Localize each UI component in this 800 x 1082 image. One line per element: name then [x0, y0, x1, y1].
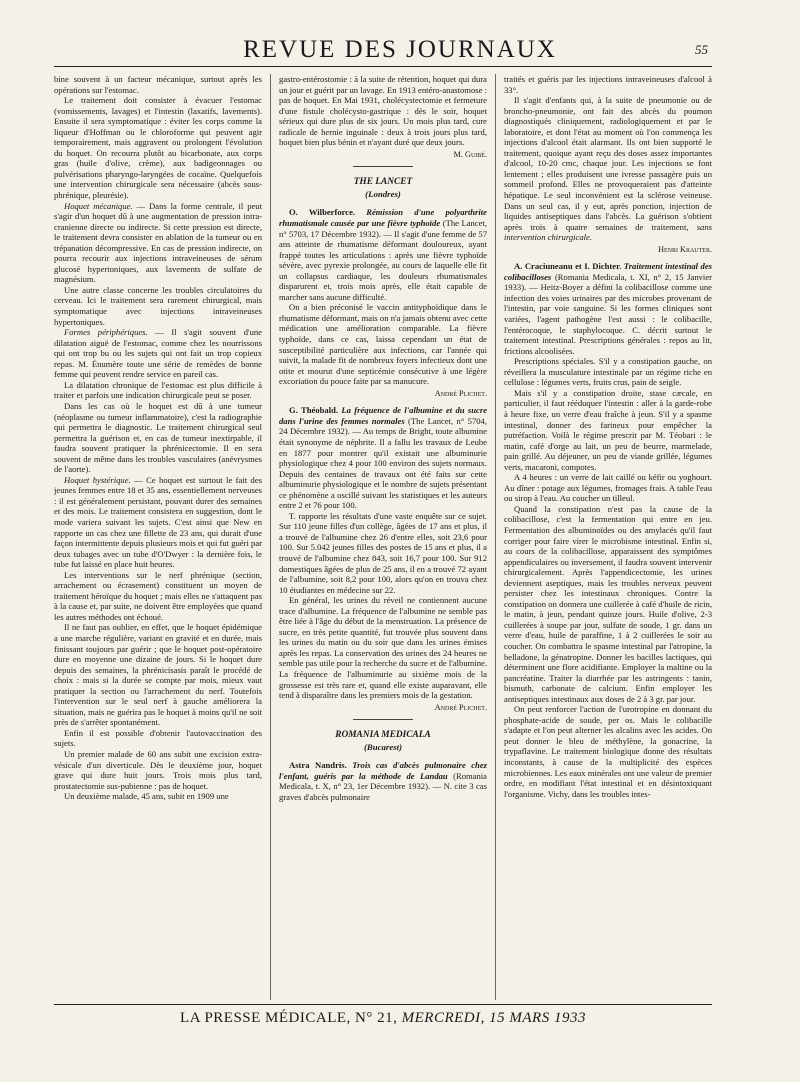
paragraph-text: — Ce hoquet est surtout le fait des jeunes femmes entre 18 et 35 ans, essentiellement nerveuses : il est généralement persistant, pouvant durer des semaines et des mois. Le traitement consistera en suggestion, dont le mode variera suivant les sujets. C'est ainsi que New en rapporte un cas chez une fillette de 23 ans, qui durait d'une façon intermittente depuis plusieurs mois et qui fut guéri par deux tubages avec un tube d'O'Dwyer : la dernière fois, le tube fut laissé en place huit heures. [54, 474, 262, 570]
paragraph-text: — Dans la forme centrale, il peut s'agir d'un hoquet dû à une augmentation de pression intra-cranienne directe ou indirecte. Si cette pression est directe, le traitement devra consister en ablation de la tumeur ou en trépanation décompressive. En cas de pression indirecte, on pourra recourir aux injections intraveineuses de sérum glucosé hypertoniques, aux lavements de sulfate de magnésium. [54, 200, 262, 285]
paragraph [504, 95, 712, 243]
author-signature: André Plichet. [434, 702, 487, 712]
paragraph: traités et guéris par les injections intraveineuses d'alcool à 33°. [504, 74, 712, 95]
paragraph: Quand la constipation n'est pas la cause de la colibacillose, c'est la fermentation qui entre en jeu. Fermentation des albuminoïdes ou des amylacés qu'il faut corriger pour faire virer le microbisme intestinal. Enfin si, au cours de la colibacillose, apparaissent des symptômes appendiculaires ou inversement, il faudra souvent intervenir chirurgicalement. Après l'appendicectomie, les urines deviennent aseptiques, mais les troubles nerveux peuvent persister chez les intestinaux chroniques. Contre la constipation on donnera une cuillerée à café d'huile de ricin, le matin, à jeun, pendant quinze jours. Huile d'olive, 2-3 cuillerées à soupe par jour, sulfate de soude, 1 gr. dans un verre d'eau, huile de paraffine, 1 à 2 cuillerées le soir au coucher. On combattra le spasme intestinal par l'atropine, la belladone, la génatropine. Donner les bacilles lactiques, qui déterminent une flore acidifiante. Employer la maltine ou la pancréatine. Traiter la diarrhée par les astringents : tanin, bismuth, carbonate de calcium. Enfin employer les antiseptiques intestinaux aux doses de 2 à 3 gr. par jour. [504, 503, 712, 704]
article-text: (The Lancet, n° 5704, 24 Décembre 1932). — Au temps de Bright, toute albumine était synonyme de néphrite. Il a fallu les travaux de Leube en 1877 pour montrer qu'il existait une albuminurie physiologique chez 4 pour 100 environ des sujets normaux. Depuis des centaines de travaux ont été faits sur cette albuminurie physiologique et le nombre de sujets présentant ce phénomène a oscillé suivant les statistiques et les auteurs entre 2 et 76 pour 100. [279, 415, 487, 511]
paragraph: Un premier malade de 60 ans subit une excision extra-vésicale d'un diverticule. Dès le deuxième jour, hoquet grave qui dure huit jours. Trois mois plus tard, prostatectomie sus-pubienne : pas de hoquet. [54, 749, 262, 791]
paragraph-text: Il s'agit d'enfants qui, à la suite de pneumonie ou de broncho-pneumonie, ont fait des abcès du poumon diagnostiqués cliniquement, radiologiquement et par le laboratoire, et dont l'état au moment où l'on commença les injections d'alcool était alarmant. Ils ont bien supporté le traitement, quoique ayant reçu des doses assez importantes d'alcool, 10-20 cmc, chaque jour. Les injections se font lentement ; elles produisent une ivresse passagère puis un sommeil profond. Elles ne provoqueraient pas d'atteinte hépatique. Le seul inconvénient est la sclérose veineuse. Dans un seul cas, il y eut, après ponction, injection de liquides antiseptiques dans l'abcès. La guérison s'obtient après trois à quatre semaines de traitement, [504, 95, 712, 232]
paragraph [54, 475, 262, 570]
page-number: 55 [695, 42, 708, 57]
columns [54, 74, 712, 1000]
section-lead: Hoquet mécanique. [64, 200, 133, 211]
article-title: Trois cas d'abcès pulmonaire chez l'enfant, guéris par la méthode de Landau [279, 760, 487, 781]
paragraph: La dilatation chronique de l'estomac est plus difficile à traiter et parfois une indication chirurgicale peut se poser. [54, 379, 262, 401]
article-title: Rémission d'une polyarthrite rhumatismale causée par une fièvre typhoïde [279, 207, 487, 229]
footer-date: MERCREDI, 15 MARS 1933 [401, 1010, 586, 1026]
header-rule [54, 66, 712, 67]
paragraph: Le traitement doit consister à évacuer l'estomac (vomissements, lavages) et l'intestin (laxatifs, lavements). Ensuite il sera symptomatique : éviter les corps comme la liqueur d'Hoffman ou le chloroforme qui peuvent agir temporairement, mais aggravent ou prolongent l'évolution du hoquet. On recourra plutôt au bicarbonate, aux corps gras (huile d'olive, crème), aux badigeonnages ou pulvérisations pharyngo-laryngées de cocaïne. Quelquefois une intervention chirurgicale sera nécessaire (abcès sous-phrénique, pleurésie). [54, 95, 262, 201]
footer-journal: LA PRESSE MÉDICALE, N° 21, [180, 1010, 398, 1026]
section-divider [353, 719, 413, 720]
article-author: O. Wilberforce. [289, 207, 356, 218]
section-lead: Formes périphériques. [64, 327, 148, 338]
section-divider [353, 166, 413, 167]
paragraph-emphasis: sans intervention chirurgicale. [504, 221, 712, 243]
author-signature: Henri Krauter. [658, 244, 712, 254]
journal-city: (Bucarest) [363, 741, 403, 752]
paragraph [54, 201, 262, 285]
column-divider [270, 74, 271, 1000]
footer-rule [54, 1004, 712, 1005]
column-3 [504, 74, 712, 1000]
paragraph: On a bien préconisé le vaccin antityphoïdique dans le rhumatisme déformant, mais on n'a jamais obtenu avec cette médication une amélioration comparable. La fièvre typhoïde, dans ce cas, laissa cependant un état de susceptibilité particulière aux infections, car l'année qui suivit, la malade fit de nombreux foyers infectieux dont une otite et mourut d'une septicémie consécutive à une légère excoriation du pouce faite par sa manucure. [279, 302, 487, 387]
article-title: La fréquence de l'albumine et du sucre dans l'urine des femmes normales [279, 405, 487, 426]
article-text: (Romania Medicala, t. XI, n° 2, 15 Janvier 1933). — Heitz-Boyer a défini la colibacillose comme une infection des voies urinaires par des microbes provenant de l'intestin, par voie sanguine. Si les formes cliniques sont variées, l'agent pathogène l'est aussi : le colibacille, l'entérocoque, le staphylocoque. C. décrit surtout le traitement intestinal. Prescriptions générales : repos au lit, frictions alcoolisées. [504, 271, 712, 356]
journal-city: (Londres) [365, 188, 401, 199]
author-signature: M. Guibé. [453, 149, 487, 159]
article-author: A. Craciuneanu et I. Dichter. [514, 261, 622, 272]
page-footer [54, 1010, 712, 1027]
paragraph: Prescriptions spéciales. S'il y a constipation gauche, on réveillera la musculature intestinale par un régime riche en cellulose : légumes verts, fruits crus, pain de seigle. [504, 356, 712, 388]
column-divider [495, 74, 496, 1000]
article-abstract [279, 405, 487, 510]
paragraph: Dans les cas où le hoquet est dû à une tumeur (néoplasme ou tumeur inflammatoire), c'est la radiographie qui permettra le diagnostic. Le traitement chirurgical seul permettra la guérison et, en cas de tumeur inextirpable, il faudra souvent pratiquer la phrénicectomie. Il en sera souvent de même dans les troubles vasculaires (anévrysmes de l'aorte). [54, 400, 262, 475]
paragraph: Il ne faut pas oublier, en effet, que le hoquet épidémique a une marche régulière, variant en gravité et en durée, mais finissant toujours par guérir ; que le hoquet post-opératoire dure en moyenne une dizaine de jours. Si le hoquet dure depuis des semaines, la phrénicisasis paraît le procédé de choix : mais si la durée se compte par mois, mieux vaut pratiquer la section ou l'arrachement du nerf. Toutefois l'intervention sur le seul nerf à gauche améliorera la situation, mais ne guérira pas le hoquet à moins qu'il ne soit près de s'arrêter spontanément. [54, 622, 262, 728]
article-abstract [279, 207, 487, 302]
paragraph: Un deuxième malade, 45 ans, subit en 1909 une [64, 791, 229, 802]
article-abstract [279, 760, 487, 802]
article-text: (The Lancet, n° 5703, 17 Décembre 1932). — Il s'agit d'une femme de 57 ans atteinte de rhumatisme déformant douloureux, ayant frappé toutes les articulations : après une fièvre typhoïde sévère, avec pyrexie prolongée, au cours de laquelle elle fit un collapsus cardiaque, les douleurs rhumatismales disparurent et, trois mois après, elle était capable de marcher sans aucune difficulté. [279, 218, 487, 302]
article-title: Traitement intestinal des colibacilloses [504, 261, 712, 282]
author-signature: André Plichet. [434, 388, 487, 398]
article-author: G. Théobald. [289, 405, 339, 416]
paragraph: A 4 heures : un verre de lait caillé ou kéfir ou yoghourt. Au dîner : potage aux légumes, fromages frais. A table l'eau ou sirop à l'eau. Au coucher un tilleul. [504, 472, 712, 504]
section-lead: Hoquet hystérique. [64, 474, 131, 485]
journal-heading: ROMANIA MEDICALA [335, 730, 431, 741]
journal-heading: THE LANCET [353, 177, 413, 188]
paragraph-text: — Il s'agit souvent d'une dilatation aiguë de l'estomac, comme chez les nourrissons qui ont trop bu ou les sujets qui ont fait un trop copieux repas. M. Énumère toute une série de remèdes de bonne femme qui peuvent rendre service en pareil cas. [54, 327, 262, 380]
paragraph: En général, les urines du réveil ne contiennent aucune trace d'albumine. La fréquence de l'albumine ne semble pas être liée à l'âge du début de la menstruation. La présence de sucre, en très petite quantité, fut trouvée plus souvent dans les urines du matin ou du soir que dans les urines émises après les repas. La conservation des urines des 24 heures ne semble pas utile pour la recherche du sucre et de l'albumine. La fréquence de l'albuminurie au sixième mois de la grossesse est très rare et, quand elle existe auparavant, elle tend à disparaître dans les premiers mois de la gestation. [279, 595, 487, 701]
paragraph: T. rapporte les résultats d'une vaste enquête sur ce sujet. Sur 110 jeune filles d'un collège, âgées de 17 ans et plus, il a trouvé de l'albumine chez 26 d'entre elles, soit 23,6 pour 100. Sur 5.042 jeunes filles des postes de 15 ans et plus, il a trouvé de l'albumine chez 843, soit 16,7 pour 100. Sur 912 domestiques âgées de plus de 25 ans, il en a trouvé 72 ayant de l'albumine, soit 8,2 pour 100, alors qu'on en trouva chez 10 étudiantes en médecine sur 22. [279, 510, 487, 595]
paragraph: bine souvent à un facteur mécanique, surtout après les opérations sur l'estomac. [54, 74, 262, 95]
column-1 [54, 74, 262, 1000]
paragraph: Enfin il est possible d'obtenir l'autovaccination des sujets. [54, 727, 262, 749]
article-author: Astra Nandris. [289, 760, 347, 771]
paragraph: gastro-entérostomie : à la suite de rétention, hoquet qui dura un jour et guérit par un lavage. En 1913 entéro-anastomose : pas de hoquet. En Mai 1931, cholécystectomie et fermeture d'une fistule cholécysto-gastrique : dès le soir, hoquet sérieux qui dure plus de six jours. Un mois plus tard, cure radicale de hernie inguinale : deux à trois jours plus tard, hoquet bien plus bénin et n'ayant duré que deux jours. [279, 74, 487, 148]
paragraph: Mais s'il y a constipation droite, stase cæcale, en particulier, il faut rééduquer l'intestin : aller à la garde-robe à heure fixe, un verre d'eau fraîche à jeun. S'il y a spasme intestinal, donner des farineux pour empêcher la putréfaction. Voilà le régime prescrit par M. Téobari : le matin, café d'orge au lait, un peu de beurre, marmelade, pain grillé. Au déjeuner, un peu de viande grillée, légumes verts, macaroni, compotes. [504, 387, 712, 472]
paragraph: Les interventions sur le nerf phrénique (section, arrachement ou écrasement) constituent un moyen de traitement héroïque du hoquet ; mais elles ne s'attaquent pas à la cause et, par suite, ne doivent être employées que quand les autres méthodes ont échoué. [54, 569, 262, 622]
article-text: (Romania Medicala, t. X, n° 23, 1er Décembre 1932). — N. cite 3 cas graves d'abcès pulmonaire [279, 770, 487, 802]
paragraph: On peut renforcer l'action de l'urotropine en donnant du phosphate-acide de soude, per os. Mais le colibacille s'adapte et l'on peut alterner les alcalins avec les acides. On peut donner le bleu de méthylène, la gonacrine, la trypaflavine. Le traitement biologique donne des résultats inconstants, à cause de la multiplicité des espèces microbiennes. Les eaux minérales ont une valeur de premier ordre, en modifiant l'état intestinal et en désintoxiquant l'organisme. Vichy, dans les troubles intes- [504, 704, 712, 799]
column-2 [279, 74, 487, 1000]
article-abstract [504, 261, 712, 356]
paragraph: Une autre classe concerne les troubles circulatoires du cerveau. Ici le traitement sera rarement chirurgical, mais symptomatique avec injections intraveineuses hypertoniques. [54, 284, 262, 327]
running-title: REVUE DES JOURNAUX [243, 36, 557, 63]
paragraph [54, 327, 262, 380]
